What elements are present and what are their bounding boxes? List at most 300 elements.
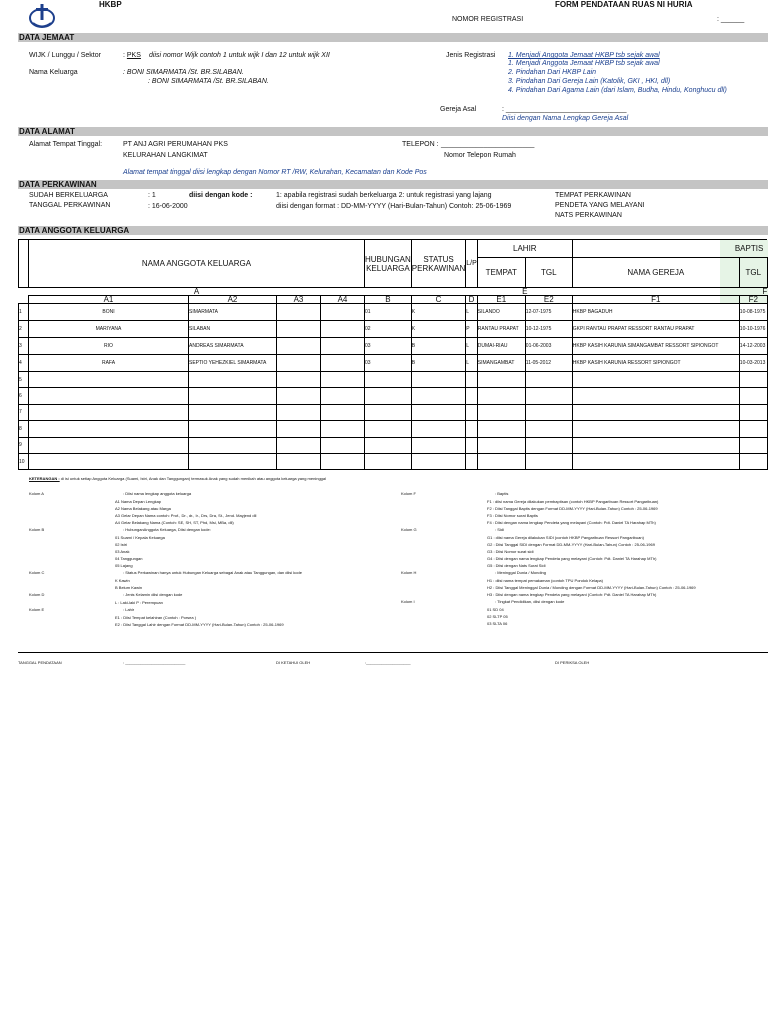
keterangan-value: 01 SD 04 <box>487 607 504 612</box>
keterangan-value: F1 : diisi nama Gereja dilakukan pembaptisan (contoh HKBP Pangaribuan Ressort Pangaribuan) <box>487 499 659 504</box>
keterangan-key <box>29 563 115 568</box>
cell-f1[interactable] <box>572 421 739 437</box>
cell-a4[interactable] <box>321 453 365 469</box>
cell-a2[interactable] <box>189 421 277 437</box>
jenis-option-4[interactable]: 4. Pindahan Dari Agama Lain (dari Islam, Budha, Hindu, Konghucu dll) <box>508 87 727 94</box>
section-data-alamat: DATA ALAMAT <box>18 127 768 136</box>
cell-b[interactable]: 01 <box>365 304 412 321</box>
keterangan-value: H3 : Diisi dengan nama lengkap Pendeta yang melayani (Contoh: Pdt. Daniel TA Harahap MTh) <box>487 592 657 597</box>
keterangan-key <box>29 549 115 554</box>
group-a: A <box>193 287 200 296</box>
keterangan-line <box>401 499 741 504</box>
keterangan-value: A4 Gelar Belakang Nama (Contoh: SE, SH, ST, Phd, Msi, MBa, dll) <box>115 520 234 525</box>
cell-e2[interactable]: 10-12-1975 <box>525 321 572 338</box>
section-data-jemaat: DATA JEMAAT <box>18 33 768 42</box>
keterangan-line <box>401 563 741 568</box>
sudah-berkeluarga-label: SUDAH BERKELUARGA <box>29 192 108 199</box>
cell-e2[interactable] <box>525 388 572 404</box>
keterangan-line <box>401 491 741 496</box>
keterangan-key <box>401 542 487 547</box>
cell-f1[interactable]: GKPI RANTAU PRAPAT RESSORT RANTAU PRAPAT <box>572 321 739 338</box>
cell-a3[interactable] <box>277 453 321 469</box>
cell-a4[interactable] <box>321 437 365 453</box>
keterangan-key <box>401 578 487 583</box>
cell-b[interactable] <box>365 372 412 388</box>
cell-a4[interactable] <box>321 338 365 355</box>
keterangan-key <box>29 578 115 583</box>
cell-e1[interactable] <box>477 437 525 453</box>
keterangan-key: Kolom A <box>29 491 44 496</box>
keterangan-key <box>29 622 115 627</box>
cell-a4[interactable] <box>321 304 365 321</box>
table-row <box>19 404 768 420</box>
keterangan-line <box>401 607 741 612</box>
cell-d[interactable] <box>466 421 478 437</box>
wijk-hint: diisi nomor Wijk contoh 1 untuk wijk I dan 12 untuk wijk XII <box>149 52 330 59</box>
cell-a1[interactable] <box>29 437 189 453</box>
cell-a2[interactable]: SILABAN <box>189 321 277 338</box>
cell-f1[interactable] <box>572 388 739 404</box>
keterangan-value: : Lahir <box>123 607 135 612</box>
cell-f2[interactable]: 14-12-2003 <box>739 338 767 355</box>
cell-a4[interactable] <box>321 321 365 338</box>
keterangan-value: A2 Nama Belakang atau Marga <box>115 506 171 511</box>
keterangan-value: : Tingkat Pendidikan, diisi dengan kode <box>495 599 565 604</box>
cell-e2[interactable]: 12-07-1975 <box>525 304 572 321</box>
cell-a1[interactable]: MARIYANA <box>29 321 189 338</box>
alamat-label: Alamat Tempat Tinggal: <box>29 141 103 148</box>
form-title: FORM PENDATAAN RUAS NI HURIA <box>555 0 693 9</box>
gereja-asal-field[interactable]: : _______________________________ <box>502 106 627 113</box>
cell-f1[interactable] <box>572 404 739 420</box>
code-a1: A1 <box>29 296 189 304</box>
keterangan-line <box>29 556 369 561</box>
cell-d[interactable]: L <box>466 338 478 355</box>
cell-a4[interactable] <box>321 404 365 420</box>
wijk-value: PKS <box>126 52 141 59</box>
cell-b[interactable]: 03 <box>365 338 412 355</box>
keterangan-line <box>29 527 369 532</box>
code-row <box>19 296 768 304</box>
keterangan-title: KETERANGAN : <box>29 476 60 481</box>
keterangan-key <box>29 513 115 518</box>
keterangan-key: Kolom G <box>401 527 417 532</box>
cell-c[interactable]: K <box>411 321 466 338</box>
cell-d[interactable] <box>466 372 478 388</box>
keterangan-line <box>401 535 741 540</box>
cell-e2[interactable] <box>525 372 572 388</box>
gereja-asal-hint: Diisi dengan Nama Lengkap Gereja Asal <box>502 115 629 122</box>
cell-c[interactable] <box>411 421 466 437</box>
kode-description: 1: apabila registrasi sudah berkeluarga 2: untuk registrasi yang lajang <box>276 192 492 199</box>
header-hubungan: HUBUNGAN KELUARGA <box>365 240 412 288</box>
cell-a2[interactable]: SIMARMATA <box>189 304 277 321</box>
keterangan-line <box>401 513 741 518</box>
telepon-field[interactable]: ________________________ <box>441 141 535 148</box>
keterangan-line <box>29 585 369 590</box>
table-corner <box>19 240 29 288</box>
cell-a2[interactable] <box>189 453 277 469</box>
cell-c[interactable]: B <box>411 338 466 355</box>
cell-a3[interactable] <box>277 338 321 355</box>
cell-d[interactable]: P <box>466 321 478 338</box>
cell-a1[interactable] <box>29 421 189 437</box>
cell-a4[interactable] <box>321 421 365 437</box>
cell-f1[interactable]: HKBP BAGADUH <box>572 304 739 321</box>
signature-divider <box>18 652 768 653</box>
nama-keluarga-field[interactable]: : BONI SIMARMATA /St. BR.SILABAN. <box>123 69 244 76</box>
wijk-label: WIJK / Lunggu / Sektor <box>29 52 101 59</box>
tempat-perkawinan-label: TEMPAT PERKAWINAN <box>555 192 631 199</box>
tanggal-pendataan-field[interactable]: : ___________________________ <box>123 660 186 665</box>
table-row <box>19 304 768 321</box>
keterangan-key <box>29 542 115 547</box>
cell-e2[interactable]: 01-06-2003 <box>525 338 572 355</box>
alamat-hint: Alamat tempat tinggal diisi lengkap dengan Nomor RT /RW, Kelurahan, Kecamatan dan Kode Pos <box>123 169 427 176</box>
nama-keluarga-label: Nama Keluarga <box>29 69 78 76</box>
keterangan-key <box>29 556 115 561</box>
keterangan-value: 04 Tanggungan <box>115 556 143 561</box>
keterangan-line <box>29 622 369 627</box>
cell-a3[interactable] <box>277 437 321 453</box>
keterangan-value: 03 Anak <box>115 549 130 554</box>
keterangan-key <box>401 535 487 540</box>
cell-e1[interactable]: SIMANGAMBAT <box>477 355 525 372</box>
cell-a1[interactable]: RAFA <box>29 355 189 372</box>
cell-a2[interactable]: SEPTIO YEHEZKIEL SIMARMATA <box>189 355 277 372</box>
header-status: STATUS PERKAWINAN <box>411 240 466 288</box>
cell-f2[interactable] <box>739 421 767 437</box>
family-members-table <box>18 239 768 470</box>
cell-e1[interactable] <box>477 372 525 388</box>
keterangan-line <box>401 506 741 511</box>
keterangan-value: G2 : Diisi Tanggal SIDI dengan Format DD-MM-YYYY (Hari-Bulan-Tahun) Contoh : 25-06-1969 <box>487 542 655 547</box>
keterangan-line <box>29 563 369 568</box>
pendeta-label: PENDETA YANG MELAYANI <box>555 202 645 209</box>
cell-f2[interactable] <box>739 453 767 469</box>
cell-a2[interactable]: ANDREAS SIMARMATA <box>189 338 277 355</box>
row-number: 5 <box>19 372 29 388</box>
keterangan-key <box>401 499 487 504</box>
keterangan-value: F4 : Diisi dengan nama lengkap Pendeta yang melayani (Contoh: Pdt. Daniel TA Harahap MTh) <box>487 520 656 525</box>
cell-b[interactable]: 02 <box>365 321 412 338</box>
cell-e1[interactable] <box>477 421 525 437</box>
keterangan-key <box>401 592 487 597</box>
keterangan-value: G1 : diisi nama Gereja dilakukan SIDI (contoh HKBP Pangaribuan Ressort Pangaribuan) <box>487 535 644 540</box>
keterangan-line <box>401 570 741 575</box>
keterangan-key: Kolom D <box>29 592 45 597</box>
cell-a3[interactable] <box>277 304 321 321</box>
keterangan-key <box>401 614 487 619</box>
cell-c[interactable] <box>411 388 466 404</box>
keterangan-line <box>29 615 369 620</box>
keterangan-value: F2 : Diisi Tanggal Baptis dengan Format DD-MM-YYYY (Hari-Bulan-Tahun) Contoh : 25-06-1969 <box>487 506 658 511</box>
jenis-option-2[interactable]: 2. Pindahan Dari HKBP Lain <box>508 69 597 76</box>
keterangan-line <box>401 585 741 590</box>
code-a3: A3 <box>277 296 321 304</box>
keterangan-value: E1 : Diisi Tempat kelahiran (Contoh : Porsea ) <box>115 615 197 620</box>
keterangan-key <box>401 607 487 612</box>
jenis-option-3[interactable]: 3. Pindahan Dari Gereja Lain (Katolik, GKI , HKI, dll) <box>508 78 671 85</box>
cell-f2[interactable] <box>739 404 767 420</box>
keterangan-line <box>29 520 369 525</box>
cell-b[interactable] <box>365 437 412 453</box>
keterangan-line <box>29 535 369 540</box>
keterangan-value: 01 Suami / Kepala Keluarga <box>115 535 165 540</box>
keterangan-key <box>29 535 115 540</box>
cell-f2[interactable]: 10-10-1976 <box>739 321 767 338</box>
code-e2: E2 <box>525 296 572 304</box>
table-row <box>19 355 768 372</box>
keterangan-line <box>29 542 369 547</box>
header-nama-gereja: NAMA GEREJA <box>572 258 739 288</box>
cell-c[interactable] <box>411 404 466 420</box>
jenis-registrasi-label: Jenis Registrasi <box>446 52 496 59</box>
keterangan-key <box>29 520 115 525</box>
cell-b[interactable] <box>365 388 412 404</box>
cell-a4[interactable] <box>321 388 365 404</box>
cell-e2[interactable] <box>525 404 572 420</box>
group-e: E <box>522 287 528 296</box>
keterangan-line <box>401 527 741 532</box>
cell-f2[interactable]: 10-08-1975 <box>739 304 767 321</box>
keterangan-key <box>29 600 115 605</box>
org-name: HKBP <box>99 0 122 9</box>
cell-e2[interactable] <box>525 453 572 469</box>
table-row <box>19 437 768 453</box>
keterangan-line <box>401 520 741 525</box>
tanggal-pendataan-label: TANGGAL PENDATAAN <box>18 660 62 665</box>
row-number: 9 <box>19 437 29 453</box>
keterangan-value: : Baptis <box>495 491 509 496</box>
cell-a1[interactable] <box>29 453 189 469</box>
cell-a1[interactable] <box>29 404 189 420</box>
table-row <box>19 372 768 388</box>
keterangan-value: L : Laki-laki P : Perempuan <box>115 600 163 605</box>
cell-a2[interactable] <box>189 437 277 453</box>
format-description: diisi dengan format : DD-MM-YYYY (Hari-Bulan-Tahun) Contoh: 25-06-1969 <box>276 203 512 210</box>
table-row <box>19 338 768 355</box>
keterangan-value: : Meninggal Dunia / Monding <box>495 570 546 575</box>
cell-b[interactable] <box>365 453 412 469</box>
cell-a3[interactable] <box>277 388 321 404</box>
cell-a4[interactable] <box>321 355 365 372</box>
keterangan-key <box>401 513 487 518</box>
keterangan-line <box>29 592 369 597</box>
cell-f2[interactable] <box>739 388 767 404</box>
keterangan-line <box>401 592 741 597</box>
diperiksa-label: DI PERIKSA OLEH <box>555 660 590 665</box>
cell-c[interactable]: B <box>411 355 466 372</box>
cell-e1[interactable]: RANTAU PRAPAT <box>477 321 525 338</box>
wijk-field[interactable]: : PKS <box>123 52 141 59</box>
keterangan-key: Kolom H <box>401 570 417 575</box>
cell-b[interactable]: 03 <box>365 355 412 372</box>
alamat-line-2[interactable]: KELURAHAN LANGKIMAT <box>123 152 208 159</box>
telepon-hint: Nomor Telepon Rumah <box>444 152 516 159</box>
registration-number-field[interactable]: : ______ <box>717 16 745 23</box>
header-lp: L/P <box>466 240 478 288</box>
keterangan-key: Kolom B <box>29 527 45 532</box>
nama-keluarga-field-2[interactable]: : BONI SIMARMATA /St. BR.SILABAN. <box>148 78 269 85</box>
cell-a3[interactable] <box>277 404 321 420</box>
keterangan-block <box>29 476 326 481</box>
keterangan-key <box>29 615 115 620</box>
tanggal-perkawinan-label: TANGGAL PERKAWINAN <box>29 202 111 209</box>
keterangan-value: G3 : Diisi Nomor surat sidi <box>487 549 534 554</box>
cell-f2[interactable]: 10-03-2013 <box>739 355 767 372</box>
keterangan-key <box>401 520 487 525</box>
header-tempat: TEMPAT <box>477 258 525 288</box>
keterangan-key <box>401 585 487 590</box>
code-c: C <box>411 296 466 304</box>
table-row <box>19 388 768 404</box>
keterangan-key <box>401 549 487 554</box>
cell-d[interactable]: L <box>466 304 478 321</box>
registration-number-label: NOMOR REGISTRASI <box>452 16 524 23</box>
row-number: 4 <box>19 355 29 372</box>
gereja-asal-label: Gereja Asal <box>440 106 477 113</box>
keterangan-value: E2 : Diisi Tanggal Lahir dengan Format DD-MM-YYYY (Hari-Bulan-Tahun) Contoh : 25-06-1969 <box>115 622 284 627</box>
group-f: F <box>762 287 768 296</box>
keterangan-value: 03 SLTA 06 <box>487 621 508 626</box>
cell-c[interactable] <box>411 453 466 469</box>
cell-f1[interactable] <box>572 372 739 388</box>
cell-e1[interactable] <box>477 404 525 420</box>
cell-e2[interactable] <box>525 421 572 437</box>
cell-d[interactable] <box>466 404 478 420</box>
keterangan-key <box>29 585 115 590</box>
cell-e1[interactable]: DUMAI-RIAU <box>477 338 525 355</box>
telepon-label: TELEPON : <box>402 141 439 148</box>
keterangan-line <box>29 513 369 518</box>
cell-a3[interactable] <box>277 372 321 388</box>
keterangan-value: 05 Lajang <box>115 563 133 568</box>
keterangan-key <box>401 506 487 511</box>
keterangan-key <box>401 556 487 561</box>
keterangan-key: Kolom I <box>401 599 415 604</box>
cell-e2[interactable] <box>525 437 572 453</box>
row-number: 10 <box>19 453 29 469</box>
table-row <box>19 421 768 437</box>
nats-perkawinan-label: NATS PERKAWINAN <box>555 212 622 219</box>
cell-d[interactable] <box>466 388 478 404</box>
cell-a3[interactable] <box>277 321 321 338</box>
cell-f1[interactable]: HKBP KASIH KARUNIA RESSORT SIPIONGOT <box>572 355 739 372</box>
diketahui-field[interactable]: :____________________ <box>365 660 411 665</box>
tanggal-perkawinan-field[interactable]: : 16-06-2000 <box>148 203 188 210</box>
cell-b[interactable] <box>365 404 412 420</box>
cell-b[interactable] <box>365 421 412 437</box>
cell-c[interactable] <box>411 437 466 453</box>
keterangan-value: G5 : Diisi dengan Nats Surat Sidi <box>487 563 546 568</box>
jenis-option-1b[interactable]: 1. Menjadi Anggota Jemaat HKBP tsb sejak awal <box>508 60 660 67</box>
keterangan-line <box>29 578 369 583</box>
cell-c[interactable] <box>411 372 466 388</box>
row-number: 3 <box>19 338 29 355</box>
cell-f1[interactable]: HKBP KASIH KARUNIA SIMANGAMBAT RESSORT SIPIONGOT <box>572 338 739 355</box>
keterangan-value: K Kawin <box>115 578 130 583</box>
cell-a2[interactable] <box>189 388 277 404</box>
keterangan-key <box>29 499 115 504</box>
keterangan-value: F3 : Diisi Nomor surat Baptis <box>487 513 538 518</box>
row-number: 7 <box>19 404 29 420</box>
keterangan-line <box>29 570 369 575</box>
cell-a1[interactable] <box>29 372 189 388</box>
code-a4: A4 <box>321 296 365 304</box>
cell-a3[interactable] <box>277 421 321 437</box>
keterangan-value: A3 Gelar Depan Nama contoh: Prof., Dr., dr., Ir., Drs, Dra, St., Jend. Mayjend dll <box>115 513 257 518</box>
keterangan-right <box>401 491 741 628</box>
keterangan-value: : HubunganAnggota Keluarga, Diisi dengan kode: <box>123 527 211 532</box>
keterangan-key: Kolom E <box>29 607 45 612</box>
cell-d[interactable] <box>466 437 478 453</box>
keterangan-value: : Status Perkawinan hanya untuk Hubungan Keluarga sebagai Anak atau Tanggungan, dan diisi kode <box>123 570 302 575</box>
row-number: 8 <box>19 421 29 437</box>
cell-a1[interactable]: RIO <box>29 338 189 355</box>
cell-d[interactable] <box>466 453 478 469</box>
table-row <box>19 321 768 338</box>
keterangan-line <box>401 556 741 561</box>
cell-f1[interactable] <box>572 453 739 469</box>
code-a2: A2 <box>189 296 277 304</box>
keterangan-line <box>29 549 369 554</box>
section-data-perkawinan: DATA PERKAWINAN <box>18 180 768 189</box>
keterangan-line <box>401 549 741 554</box>
kode-label: diisi dengan kode : <box>189 192 253 199</box>
keterangan-key <box>401 563 487 568</box>
cell-a1[interactable] <box>29 388 189 404</box>
keterangan-line <box>29 600 369 605</box>
keterangan-value: : Jenis Kelamin diisi dengan kode <box>123 592 183 597</box>
cell-e1[interactable] <box>477 453 525 469</box>
code-f1: F1 <box>572 296 739 304</box>
hkbp-logo <box>27 3 57 31</box>
cell-c[interactable]: K <box>411 304 466 321</box>
cell-f2[interactable] <box>739 437 767 453</box>
cell-e1[interactable] <box>477 388 525 404</box>
header-tgl: TGL <box>525 258 572 288</box>
cell-a3[interactable] <box>277 355 321 372</box>
keterangan-line <box>401 621 741 626</box>
cell-f1[interactable] <box>572 437 739 453</box>
sudah-berkeluarga-field[interactable]: : 1 <box>148 192 156 199</box>
cell-a4[interactable] <box>321 372 365 388</box>
keterangan-value: : Diisi nama lengkap anggota keluarga <box>123 491 192 496</box>
cell-a2[interactable] <box>189 404 277 420</box>
keterangan-intro: di isi untuk setiap Anggota Keluarga (Suami, Istri, Anak dan Tanggungan) termasuk Anak yang sudah menikah atau anggota keluarga yang meninggal <box>60 476 327 481</box>
cell-e2[interactable]: 11-05-2012 <box>525 355 572 372</box>
keterangan-line <box>401 599 741 604</box>
keterangan-value: 02 Istri <box>115 542 128 547</box>
row-number: 2 <box>19 321 29 338</box>
alamat-line-1[interactable]: PT ANJ AGRI PERUMAHAN PKS <box>123 141 228 148</box>
keterangan-key <box>29 506 115 511</box>
cell-d[interactable]: L <box>466 355 478 372</box>
cell-a1[interactable]: BONI <box>29 304 189 321</box>
keterangan-key: Kolom C <box>29 570 45 575</box>
cell-f2[interactable] <box>739 372 767 388</box>
keterangan-left <box>29 491 369 629</box>
cell-e1[interactable]: SILANDO <box>477 304 525 321</box>
keterangan-value: : Sidi <box>495 527 504 532</box>
jenis-option-1[interactable]: 1. Menjadi Anggota Jemaat HKBP tsb sejak awal <box>508 52 660 59</box>
code-e1: E1 <box>477 296 525 304</box>
keterangan-value: H1 : diisi nama tempat pemakaman (contoh TPU Pondok Kelapa) <box>487 578 603 583</box>
keterangan-value: 02 SLTP 05 <box>487 614 508 619</box>
diketahui-label: DI KETAHUI OLEH <box>276 660 311 665</box>
cell-a2[interactable] <box>189 372 277 388</box>
